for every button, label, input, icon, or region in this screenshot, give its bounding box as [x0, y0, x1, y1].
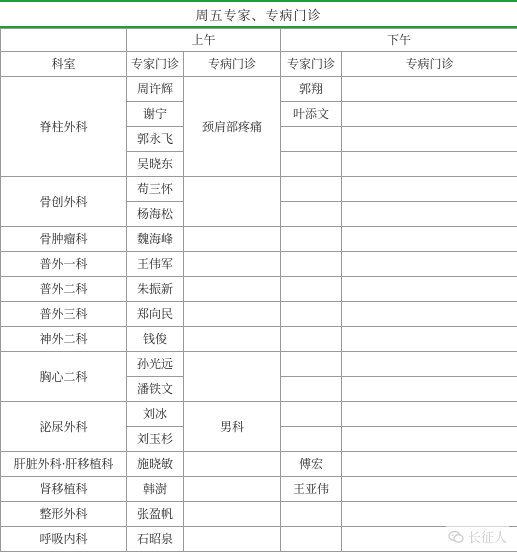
am-special-cell: 男科	[184, 402, 281, 452]
am-expert-cell: 石昭泉	[127, 527, 184, 552]
page-title-text: 周五专家、专病门诊	[195, 8, 322, 24]
am-expert-cell: 朱振新	[127, 277, 184, 302]
pm-expert-cell	[281, 327, 342, 352]
department-name: 普外一科	[1, 252, 127, 277]
header-row-columns	[1, 52, 517, 77]
table-row	[1, 502, 517, 527]
header-am-expert: 专家门诊	[127, 52, 184, 77]
department-name: 胸心二科	[1, 352, 127, 402]
pm-special-cell	[342, 477, 517, 502]
pm-expert-cell	[281, 302, 342, 327]
am-expert-cell: 王伟军	[127, 252, 184, 277]
header-afternoon: 下午	[281, 29, 517, 52]
pm-special-cell	[342, 77, 517, 102]
pm-expert-cell	[281, 152, 342, 177]
am-special-cell	[184, 277, 281, 302]
am-expert-cell: 吴晓东	[127, 152, 184, 177]
pm-special-cell	[342, 302, 517, 327]
am-special-cell	[184, 227, 281, 252]
department-name: 呼吸内科	[1, 527, 127, 552]
header-row-period	[1, 29, 517, 52]
table-row	[1, 302, 517, 327]
table-row	[1, 477, 517, 502]
pm-expert-cell	[281, 252, 342, 277]
am-expert-cell: 施晓敏	[127, 452, 184, 477]
department-name: 普外三科	[1, 302, 127, 327]
pm-expert-cell	[281, 402, 342, 427]
watermark	[446, 526, 509, 547]
pm-special-cell	[342, 277, 517, 302]
table-row	[1, 527, 517, 552]
pm-expert-cell: 郭翔	[281, 77, 342, 102]
pm-special-cell	[342, 427, 517, 452]
pm-special-cell	[342, 152, 517, 177]
am-special-cell	[184, 177, 281, 227]
pm-expert-cell: 傅宏	[281, 452, 342, 477]
department-name: 泌尿外科	[1, 402, 127, 452]
am-special-cell: 颈肩部疼痛	[184, 77, 281, 177]
pm-expert-cell	[281, 202, 342, 227]
table-row	[1, 352, 517, 377]
pm-special-cell	[342, 402, 517, 427]
table-row	[1, 252, 517, 277]
pm-special-cell	[342, 352, 517, 377]
pm-expert-cell	[281, 177, 342, 202]
pm-special-cell	[342, 177, 517, 202]
pm-expert-cell: 王亚伟	[281, 477, 342, 502]
pm-expert-cell: 叶添文	[281, 102, 342, 127]
wechat-icon	[448, 529, 464, 545]
pm-special-cell	[342, 252, 517, 277]
table-row	[1, 402, 517, 427]
am-special-cell	[184, 252, 281, 277]
header-blank-cell	[1, 29, 127, 52]
table-row	[1, 227, 517, 252]
department-name: 骨肿瘤科	[1, 227, 127, 252]
pm-special-cell	[342, 502, 517, 527]
am-special-cell	[184, 477, 281, 502]
department-name: 整形外科	[1, 502, 127, 527]
pm-expert-cell	[281, 352, 342, 377]
am-special-cell	[184, 527, 281, 552]
pm-special-cell	[342, 102, 517, 127]
header-pm-special: 专病门诊	[342, 52, 517, 77]
pm-expert-cell	[281, 127, 342, 152]
am-expert-cell: 潘铁文	[127, 377, 184, 402]
pm-special-cell	[342, 327, 517, 352]
table-row	[1, 277, 517, 302]
pm-expert-cell	[281, 527, 342, 552]
am-expert-cell: 周许辉	[127, 77, 184, 102]
am-expert-cell: 刘冰	[127, 402, 184, 427]
am-expert-cell: 郑向民	[127, 302, 184, 327]
page-title	[0, 0, 517, 28]
table-row	[1, 452, 517, 477]
am-special-cell	[184, 502, 281, 527]
am-expert-cell: 孙光远	[127, 352, 184, 377]
am-expert-cell: 魏海峰	[127, 227, 184, 252]
am-expert-cell: 刘玉杉	[127, 427, 184, 452]
table-row	[1, 177, 517, 202]
pm-special-cell	[342, 227, 517, 252]
pm-special-cell	[342, 127, 517, 152]
am-expert-cell: 谢宁	[127, 102, 184, 127]
header-morning: 上午	[127, 29, 281, 52]
pm-special-cell	[342, 452, 517, 477]
am-expert-cell: 钱俊	[127, 327, 184, 352]
department-name: 骨创外科	[1, 177, 127, 227]
am-special-cell	[184, 327, 281, 352]
pm-special-cell	[342, 377, 517, 402]
am-special-cell	[184, 452, 281, 477]
pm-expert-cell	[281, 427, 342, 452]
am-special-cell	[184, 302, 281, 327]
pm-special-cell	[342, 202, 517, 227]
department-name: 肝脏外科·肝移植科	[1, 452, 127, 477]
am-expert-cell: 韩澍	[127, 477, 184, 502]
department-name: 神外二科	[1, 327, 127, 352]
am-special-cell	[184, 352, 281, 402]
clinic-schedule-table	[0, 28, 517, 552]
pm-expert-cell	[281, 502, 342, 527]
pm-expert-cell	[281, 227, 342, 252]
am-expert-cell: 郭永飞	[127, 127, 184, 152]
am-expert-cell: 杨海松	[127, 202, 184, 227]
pm-expert-cell	[281, 377, 342, 402]
header-am-special: 专病门诊	[184, 52, 281, 77]
am-expert-cell: 张盈帆	[127, 502, 184, 527]
department-name: 肾移植科	[1, 477, 127, 502]
table-row	[1, 77, 517, 102]
department-name: 脊柱外科	[1, 77, 127, 177]
pm-expert-cell	[281, 277, 342, 302]
watermark-text: 长征人	[467, 531, 507, 546]
header-pm-expert: 专家门诊	[281, 52, 342, 77]
am-expert-cell: 苟三怀	[127, 177, 184, 202]
header-department: 科室	[1, 52, 127, 77]
department-name: 普外二科	[1, 277, 127, 302]
table-row	[1, 327, 517, 352]
